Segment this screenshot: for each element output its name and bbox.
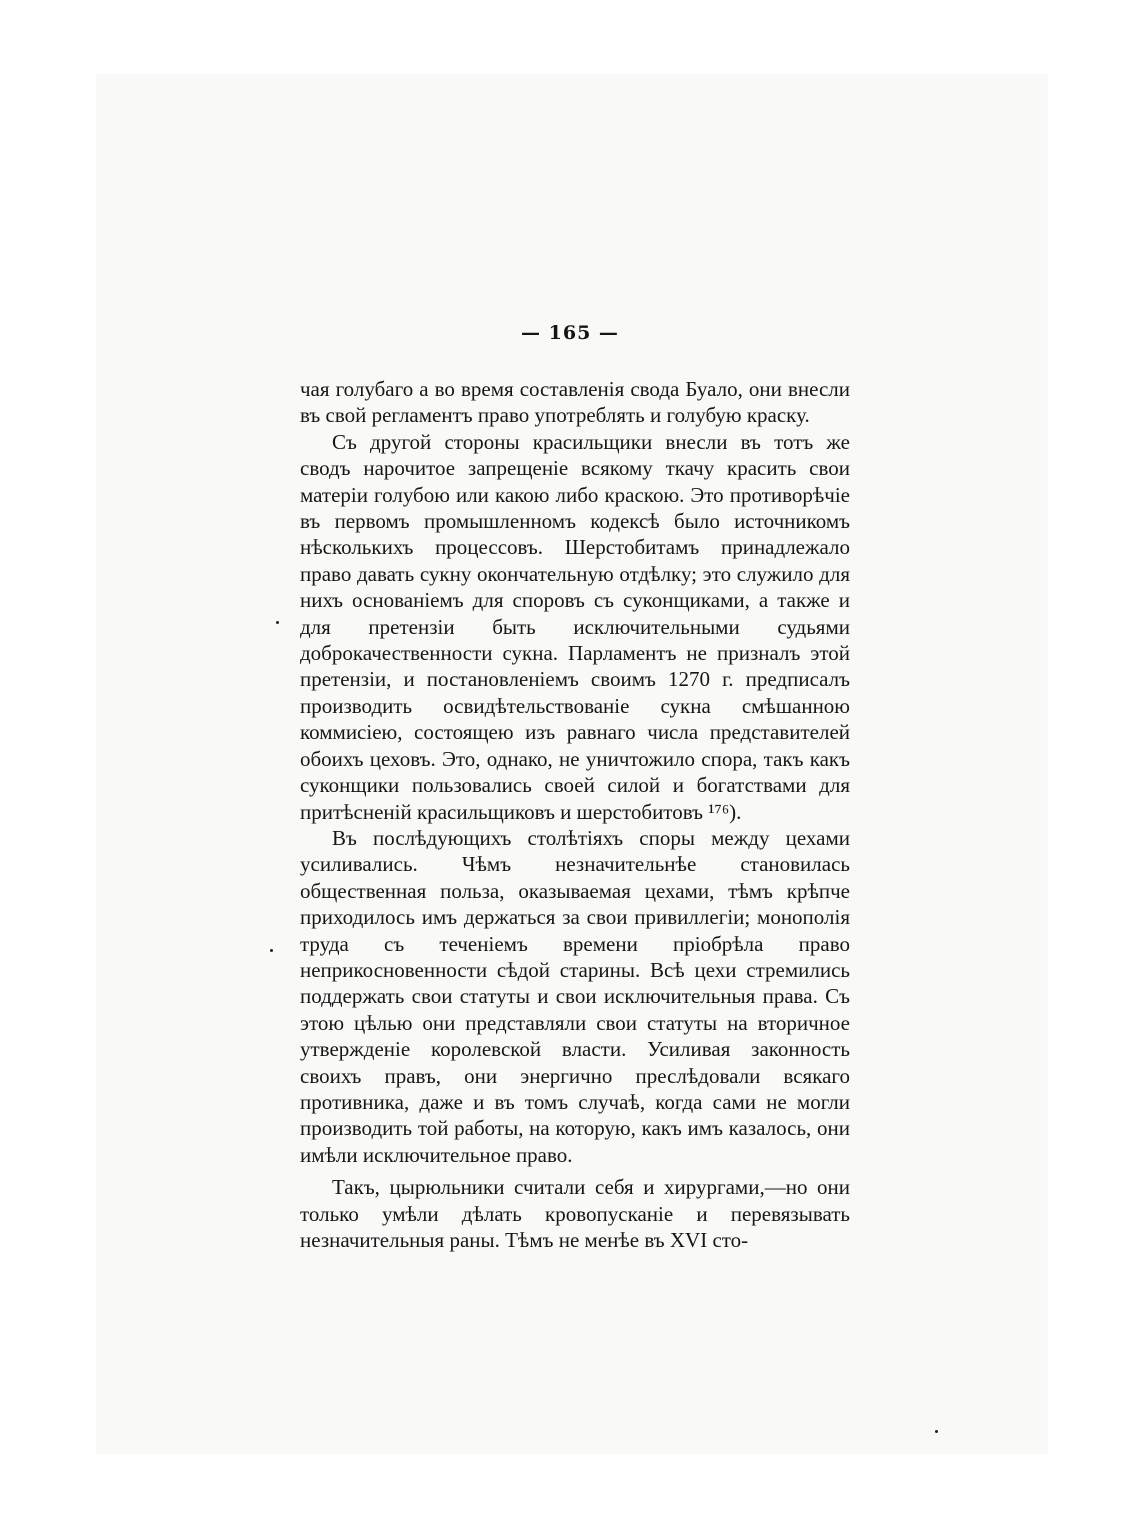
page-number: — 165 — [521,322,619,344]
body-text [300,376,850,1253]
paragraph-1: чая голубаго а во время составленія свода Буало, они внесли въ свой регламентъ право употреблять и голубую краску. [300,377,850,428]
paragraph-3: Въ послѣдующихъ столѣтіяхъ споры между цехами усиливались. Чѣмъ незначительнѣе становилась общественная польза, оказываемая цехами, тѣмъ крѣпче приходилось имъ держаться за свои привиллегіи; монополія труда съ теченіемъ времени пріобрѣла право неприкосновенности сѣдой старины. Всѣ цехи стремились поддержать свои статуты и свои исключительныя права. Съ этою цѣлью они представляли свои статуты на вторичное утвержденіе королевской власти. Усиливая законность своихъ правъ, они энергично преслѣдовали всякаго противника, даже и въ томъ случаѣ, когда сами не могли производить той работы, на которую, какъ имъ казалось, они имѣли исключительное право. [300,825,850,1167]
scan-speck [270,949,273,952]
paragraph-2: Съ другой стороны красильщики внесли въ тотъ же сводъ нарочитое запрещеніе всякому ткачу красить свои матеріи голубою или какою либо краскою. Это противорѣчіе въ первомъ промышленномъ кодексѣ было источникомъ нѣсколькихъ процессовъ. Шерстобитамъ принадлежало право давать сукну окончательную отдѣлку; это служило для нихъ основаніемъ для споровъ съ суконщиками, а также и для претензіи быть исключительными судьями доброкачественности сукна. Парламентъ не призналъ этой претензіи, и постановленіемъ своимъ 1270 г. предписалъ производить освидѣтельствованіе сукна смѣшанною коммисіею, состоящею изъ равнаго числа представителей обоихъ цеховъ. Это, однако, не уничтожило спора, такъ какъ суконщики пользовались своей силой и богатствами для притѣсненій красильщиковъ и шерстобитовъ ¹⁷⁶). [300,429,850,824]
scan-speck [935,1430,938,1433]
paragraph-4: Такъ, цырюльники считали себя и хирургами,—но они только умѣли дѣлать кровопусканіе и перевязывать незначительныя раны. Тѣмъ не менѣе въ XVI сто- [300,1175,850,1252]
scan-speck [276,621,279,624]
